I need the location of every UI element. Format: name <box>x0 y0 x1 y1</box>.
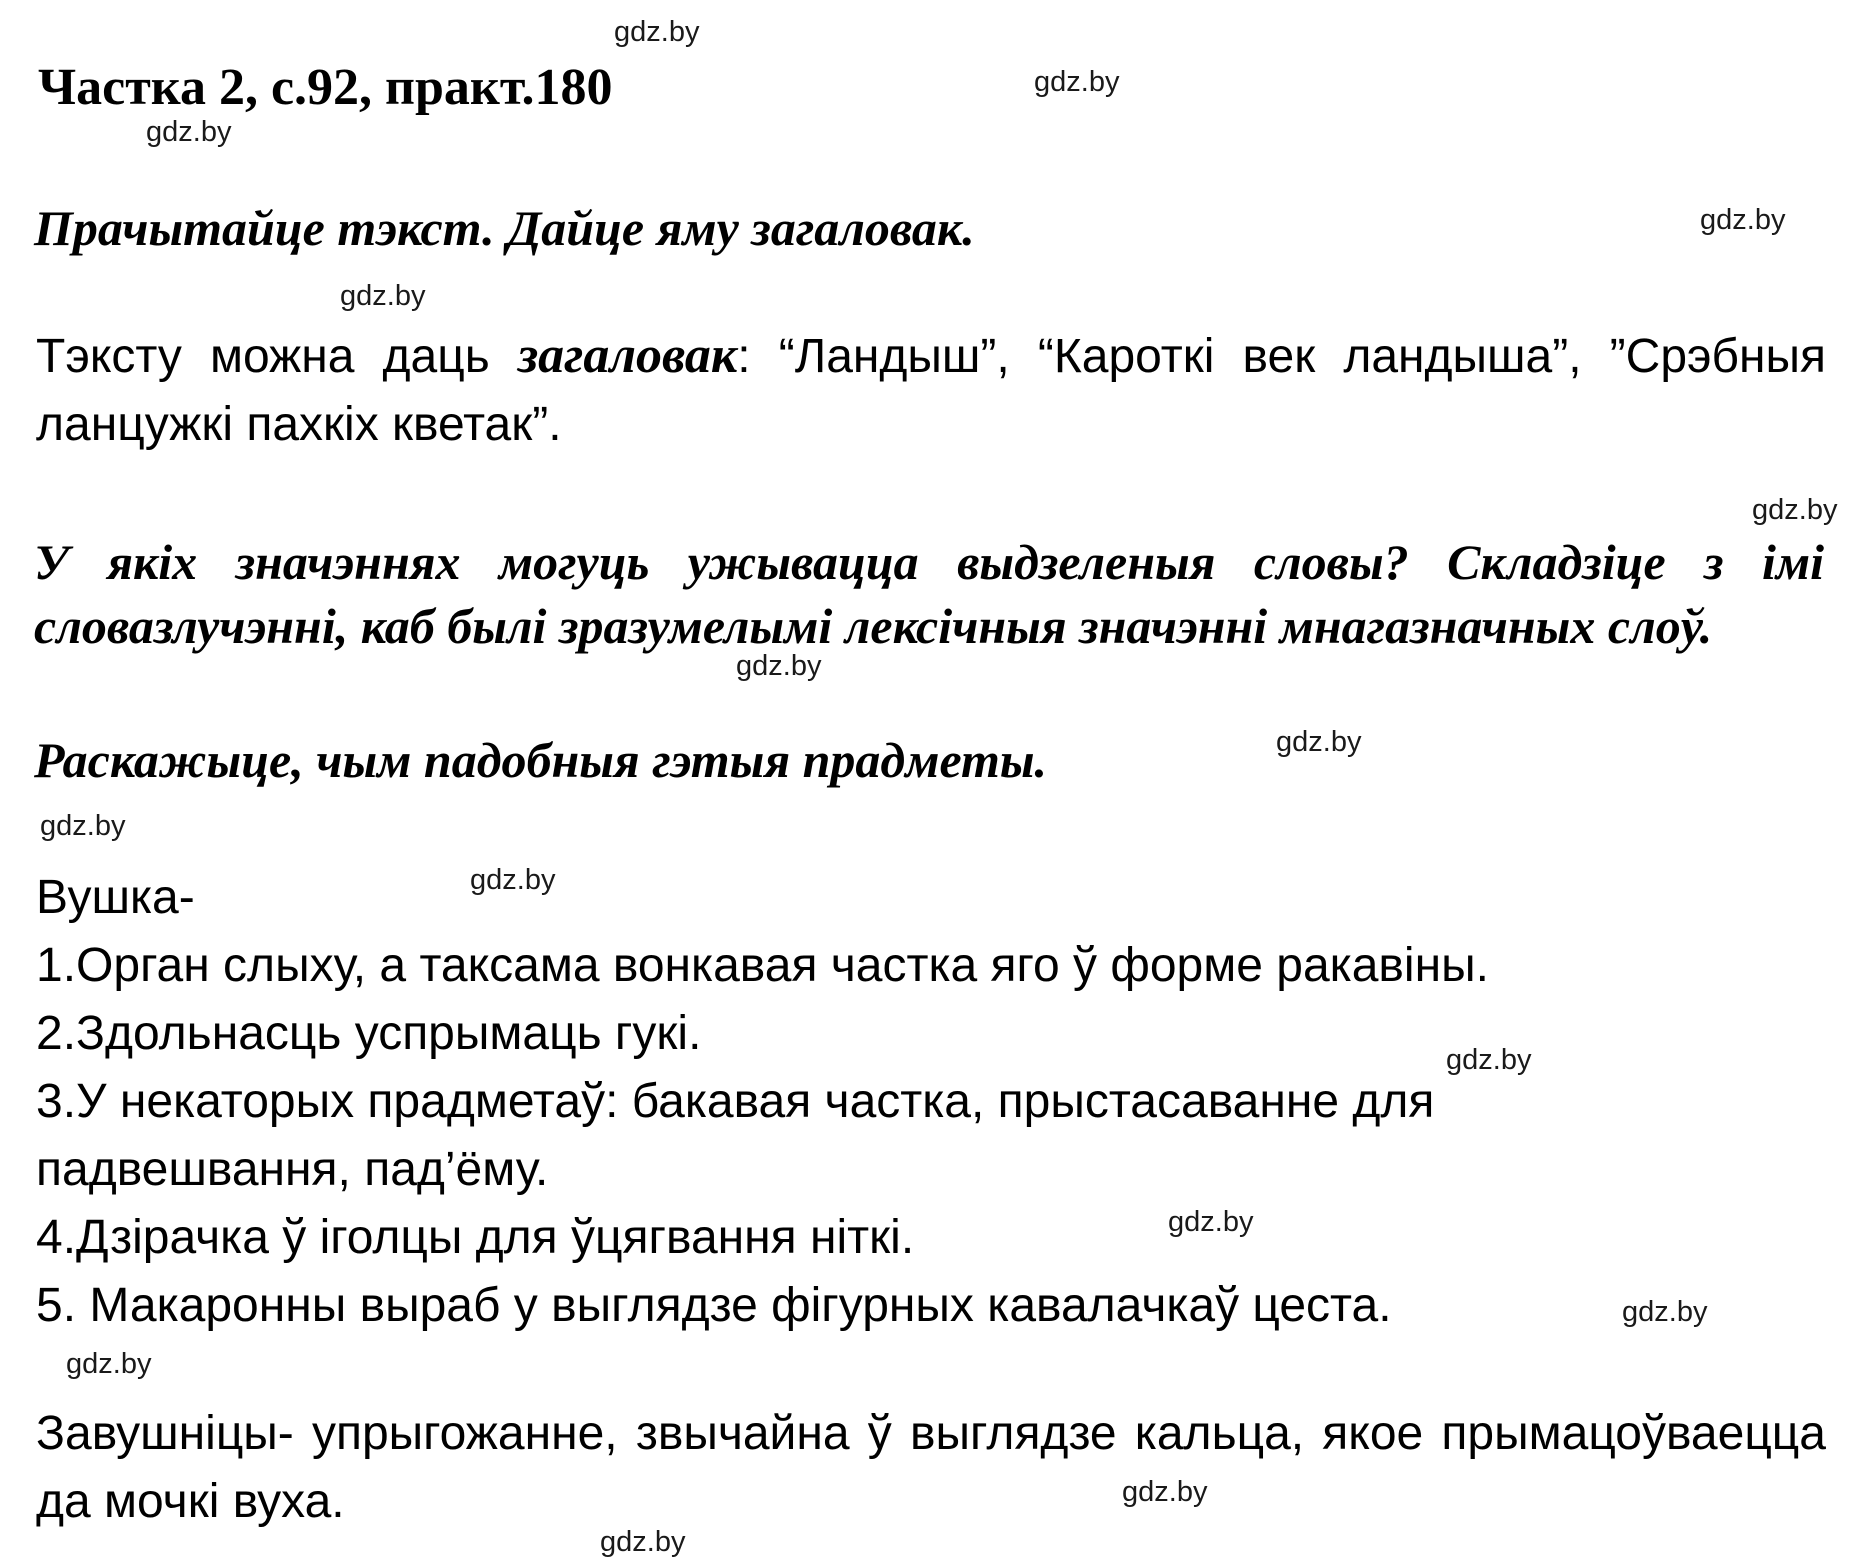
vushka-title: Вушка- <box>36 871 195 924</box>
watermark: gdz.by <box>1122 1476 1208 1508</box>
watermark: gdz.by <box>340 280 426 312</box>
task-word-meanings: У якіх значэннях могуць ужывацца выдзеленыя словы? Складзіце з імі словазлучэнні, каб былі зразумелымі лексічныя значэнні мнагазначных слоў. <box>34 534 1824 654</box>
answer-title-options <box>36 322 1826 459</box>
answer-prefix: Тэксту можна даць <box>36 330 518 383</box>
watermark: gdz.by <box>1446 1044 1532 1076</box>
vushka-meaning-5: 5. Макаронны выраб у выглядзе фігурных кавалачкаў цеста. <box>36 1279 1392 1332</box>
vushka-meaning-3: 3.У некаторых прадметаў: бакавая частка, прыстасаванне для <box>36 1075 1435 1128</box>
task-describe-objects: Раскажыце, чым падобныя гэтыя прадметы. <box>34 732 1048 788</box>
vushka-meaning-3-cont: падвешвання, пад’ёму. <box>36 1143 549 1196</box>
task-read-text: Прачытайце тэкст. Дайце яму загаловак. <box>34 200 975 256</box>
watermark: gdz.by <box>600 1526 686 1558</box>
watermark: gdz.by <box>1168 1206 1254 1238</box>
watermark: gdz.by <box>146 116 232 148</box>
answer-keyword: загаловак <box>517 327 738 384</box>
watermark: gdz.by <box>66 1348 152 1380</box>
watermark: gdz.by <box>1700 204 1786 236</box>
watermark: gdz.by <box>1622 1296 1708 1328</box>
watermark: gdz.by <box>1276 726 1362 758</box>
vushka-meanings <box>36 864 1826 1340</box>
vushka-meaning-1: 1.Орган слыху, а таксама вонкавая частка яго ў форме ракавіны. <box>36 939 1489 992</box>
watermark: gdz.by <box>1752 494 1838 526</box>
watermark: gdz.by <box>736 650 822 682</box>
answer-suffix: : “Ландыш”, “Кароткі век ландыша”, ”Срэбныя ланцужкі пахкіх кветак”. <box>36 330 1826 451</box>
zavushnitsy-definition: Завушніцы- упрыгожанне, звычайна ў выглядзе кальца, якое прымацоўваецца да мочкі вуха. <box>36 1407 1826 1528</box>
watermark: gdz.by <box>470 864 556 896</box>
page-heading: Частка 2, с.92, практ.180 <box>38 59 613 116</box>
watermark: gdz.by <box>40 810 126 842</box>
vushka-meaning-4: 4.Дзірачка ў іголцы для ўцягвання ніткі. <box>36 1211 915 1264</box>
watermark: gdz.by <box>614 16 700 48</box>
vushka-meaning-2: 2.Здольнасць успрымаць гукі. <box>36 1007 702 1060</box>
watermark: gdz.by <box>1034 66 1120 98</box>
